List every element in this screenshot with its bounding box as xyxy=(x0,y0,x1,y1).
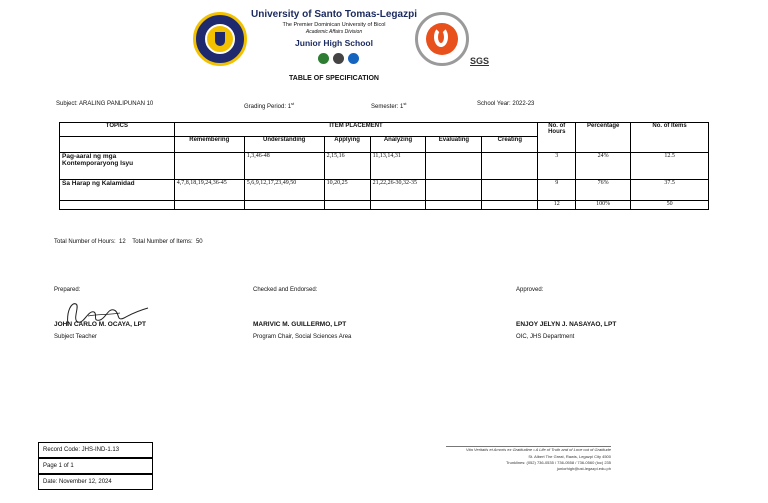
understanding-cell: 5,6,9,12,17,23,49,50 xyxy=(244,180,324,201)
badge-icon-3 xyxy=(348,53,359,64)
remembering-cell xyxy=(174,153,244,180)
division-name: Academic Affairs Division xyxy=(305,29,363,35)
page-number: Page 1 of 1 xyxy=(38,458,153,474)
table-row xyxy=(60,180,709,201)
school-year-info: School Year: 2022-23 xyxy=(477,101,535,107)
items-cell: 12.5 xyxy=(631,153,709,180)
analyzing-cell: 21,22,26-30,32-35 xyxy=(370,180,426,201)
totals-blank xyxy=(426,201,482,210)
approved-name: ENJOY JELYN J. NASAYAO, LPT xyxy=(516,321,617,328)
level-header-evaluating: Evaluating xyxy=(426,137,482,153)
hours-cell: 9 xyxy=(538,180,576,201)
totals-summary: Total Number of Hours: 12 Total Number of Items: 50 xyxy=(54,239,203,245)
totals-row xyxy=(60,201,709,210)
level-header-remembering: Remembering xyxy=(174,137,244,153)
record-code: Record Code: JHS-IND-1.13 xyxy=(38,442,153,458)
level-header-analyzing: Analyzing xyxy=(370,137,426,153)
approved-role: OIC, JHS Department xyxy=(516,334,575,340)
level-header-applying: Applying xyxy=(324,137,370,153)
specification-table xyxy=(59,122,709,210)
topics-subheader-blank xyxy=(60,137,175,153)
applying-cell: 2,15,16 xyxy=(324,153,370,180)
grading-period-info: Grading Period: 1st xyxy=(244,101,295,110)
total-hours-cell: 12 xyxy=(538,201,576,210)
analyzing-cell: 11,13,14,31 xyxy=(370,153,426,180)
footer-email: juniorhigh@ust-legazpi.edu.ph xyxy=(556,466,611,471)
prepared-name: JOHN CARLO M. OCAYA, LPT xyxy=(54,321,146,328)
checked-label: Checked and Endorsed: xyxy=(253,287,318,293)
totals-blank xyxy=(370,201,426,210)
understanding-cell: 1,3,46-48 xyxy=(244,153,324,180)
item-placement-header: ITEM PLACEMENT xyxy=(174,123,537,137)
percentage-header: Percentage xyxy=(576,123,631,153)
total-items-cell: 50 xyxy=(631,201,709,210)
badge-icon-2 xyxy=(333,53,344,64)
document-title: TABLE OF SPECIFICATION xyxy=(289,75,379,82)
checked-role: Program Chair, Social Sciences Area xyxy=(253,334,352,340)
creating-cell xyxy=(482,153,538,180)
totals-blank xyxy=(324,201,370,210)
level-header-understanding: Understanding xyxy=(244,137,324,153)
university-name: University of Santo Tomas-Legazpi xyxy=(251,9,417,20)
totals-blank xyxy=(244,201,324,210)
prepared-label: Prepared: xyxy=(54,287,81,293)
approved-label: Approved: xyxy=(516,287,544,293)
topics-header: TOPICS xyxy=(60,123,175,137)
sgs-label: SGS xyxy=(470,56,490,66)
record-date: Date: November 12, 2024 xyxy=(38,474,153,490)
evaluating-cell xyxy=(426,153,482,180)
applying-cell: 10,20,25 xyxy=(324,180,370,201)
level-header-creating: Creating xyxy=(482,137,538,153)
university-seal-logo xyxy=(193,12,247,66)
total-percentage-cell: 100% xyxy=(576,201,631,210)
footer-motto: Vita Veritatis et Amoris ex Gratitudine • A Life of Truth and of Love out of Gratitude xyxy=(466,447,611,452)
hours-header: No. of Hours xyxy=(538,123,576,153)
prepared-role: Subject Teacher xyxy=(54,334,97,340)
sgs-certification-logo xyxy=(415,12,469,66)
percentage-cell: 24% xyxy=(576,153,631,180)
hours-cell: 3 xyxy=(538,153,576,180)
percentage-cell: 76% xyxy=(576,180,631,201)
checked-name: MARIVIC M. GUILLERMO, LPT xyxy=(253,321,347,328)
department-name: Junior High School xyxy=(295,38,373,48)
topic-cell: Sa Harap ng Kalamidad xyxy=(60,180,175,201)
totals-blank xyxy=(60,201,175,210)
university-tagline: The Premier Dominican University of Bicol xyxy=(282,22,386,28)
creating-cell xyxy=(482,180,538,201)
items-header: No. of Items xyxy=(631,123,709,153)
totals-blank xyxy=(174,201,244,210)
items-cell: 37.5 xyxy=(631,180,709,201)
footer-phones: Trunklines: (052) 736-0535 / 736-0558 / 736-0560 (loc) 235 xyxy=(505,460,611,465)
semester-info: Semester: 1st xyxy=(371,101,407,110)
remembering-cell: 4,7,8,18,19,24,36-45 xyxy=(174,180,244,201)
badge-icon-1 xyxy=(318,53,329,64)
totals-blank xyxy=(482,201,538,210)
table-row xyxy=(60,153,709,180)
evaluating-cell xyxy=(426,180,482,201)
footer-address: St. Albert The Great, Rawis, Legazpi City 4500 xyxy=(528,454,611,459)
topic-cell: Pag-aaral ng mga Kontemporaryong Isyu xyxy=(60,153,175,180)
subject-info: Subject: ARALING PANLIPUNAN 10 xyxy=(56,101,154,107)
